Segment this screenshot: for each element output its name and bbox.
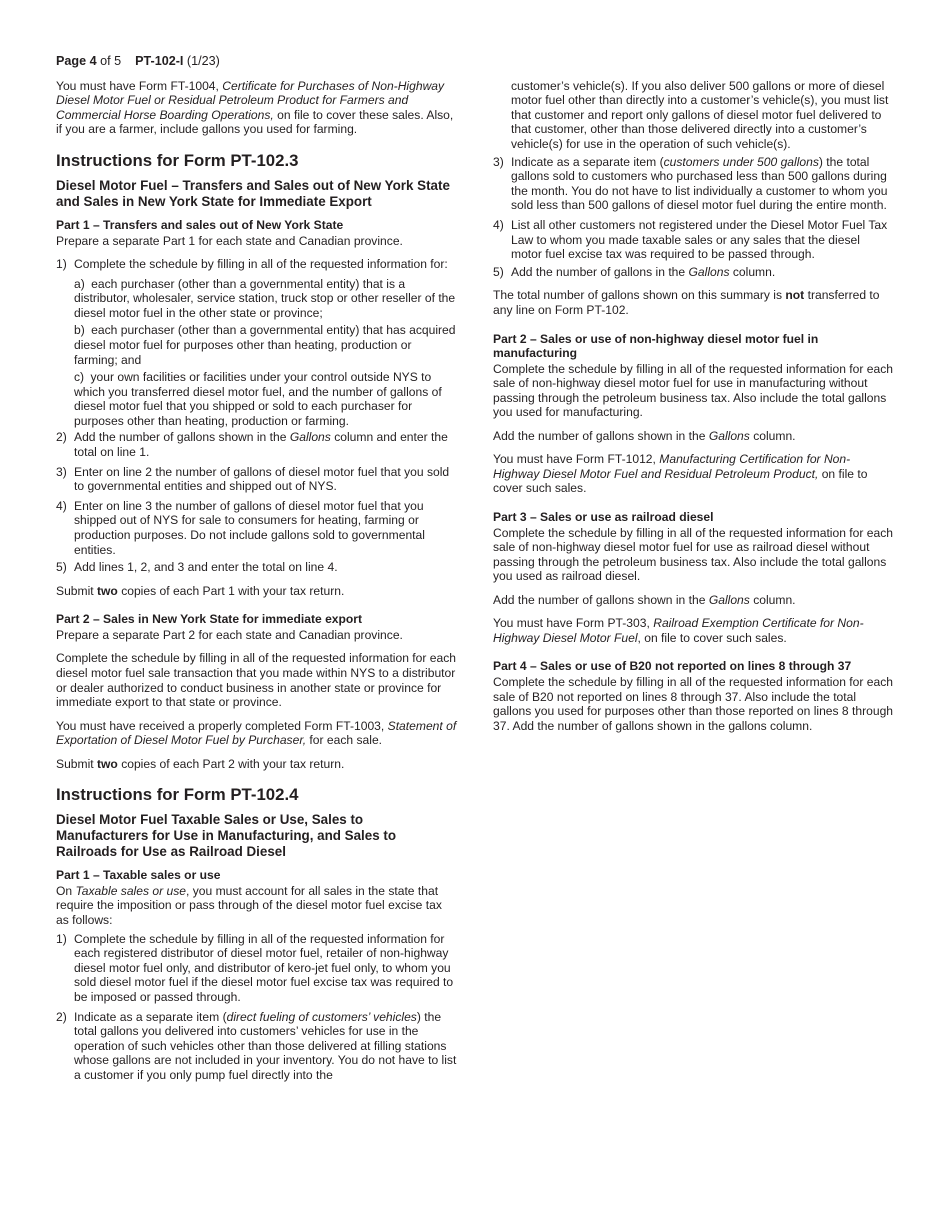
two-column-body bbox=[56, 79, 894, 1086]
list-item: 3) Indicate as a separate item (customers under 500 gallons) the total gallons sold to customers who purchased less than 500 gallons during the month. You do not have to list individually a customer to whom you sold less than 500 gallons of diesel motor fuel during the entire month. bbox=[493, 154, 888, 213]
part4-heading: Part 4 – Sales or use of B20 not reported on lines 8 through 37 bbox=[493, 659, 852, 674]
left-column bbox=[56, 79, 457, 1086]
part2-heading: Part 2 – Sales or use of non-highway diesel motor fuel in manufacturing bbox=[493, 331, 819, 361]
part2-paragraph: You must have Form FT-1012, Manufacturing Certification for Non-Highway Diesel Motor Fuel and Residual Petroleum Product, on file to cover such sales. bbox=[493, 452, 868, 496]
list-item: 5) Add the number of gallons in the Gallons column. bbox=[493, 264, 776, 279]
submit-note: Submit two copies of each Part 2 with your tax return. bbox=[56, 756, 345, 771]
part2-paragraph: Complete the schedule by filling in all of the requested information for each diesel motor fuel sale transaction that you made within NYS to a distributor or dealer authorized to conduct business in another state or province for immediate export to that state or province. bbox=[56, 651, 456, 710]
part1-heading: Part 1 – Taxable sales or use bbox=[56, 868, 221, 883]
list-item: 3) Enter on line 2 the number of gallons of diesel motor fuel that you sold to governmental entities and shipped out of NYS. bbox=[56, 464, 450, 494]
list-item: 2) Indicate as a separate item (direct fueling of customers’ vehicles) the total gallons you delivered into customers’ vehicles for use in the operation of such vehicles other than those delivered at filling stations whose gallons are not included in your inventory. You do not have to list a customer if you only pump fuel directly into the bbox=[56, 1009, 457, 1082]
form-id: PT-102-I bbox=[135, 54, 184, 68]
part1-heading: Part 1 – Transfers and sales out of New York State bbox=[56, 217, 344, 232]
section-subtitle-pt-102-4: Diesel Motor Fuel Taxable Sales or Use, Sales to Manufacturers for Use in Manufacturing, and Sales to Railroads for Use as Railroad Diesel bbox=[56, 812, 397, 860]
part3-paragraph: Complete the schedule by filling in all of the requested information for each sale of non-highway diesel motor fuel for use as railroad diesel without passing through the petroleum business tax. Also include the total gallons you used as railroad diesel. bbox=[493, 525, 893, 584]
list-item: 4) Enter on line 3 the number of gallons of diesel motor fuel that you shipped out of NYS for sale to consumers for heating, farming or production purposes. Do not include gallons sold to governmental entities. bbox=[56, 498, 425, 557]
sub-item: c) your own facilities or facilities under your control outside NYS to which you transferred diesel motor fuel, and the number of gallons of diesel motor fuel that you shipped or sold to each purchaser for purposes other than heating, production or farming. bbox=[74, 370, 442, 428]
list-item: 4) List all other customers not registered under the Diesel Motor Fuel Tax Law to whom you made taxable sales or any sales that the diesel motor fuel excise tax was required to be passed through. bbox=[493, 217, 888, 262]
part2-paragraph: Add the number of gallons shown in the Gallons column. bbox=[493, 428, 796, 443]
section-title-pt-102-4: Instructions for Form PT-102.4 bbox=[56, 785, 299, 805]
submit-note: Submit two copies of each Part 1 with your tax return. bbox=[56, 583, 345, 598]
part2-intro: Prepare a separate Part 2 for each state and Canadian province. bbox=[56, 628, 403, 643]
list-item: 2) Add the number of gallons shown in the Gallons column and enter the total on line 1. bbox=[56, 430, 448, 460]
part1-intro: Prepare a separate Part 1 for each state and Canadian province. bbox=[56, 233, 403, 248]
page-total: of 5 bbox=[100, 54, 122, 68]
sub-item: b) each purchaser (other than a governmental entity) that has acquired diesel motor fuel for purposes other than heating, production or farming; and bbox=[74, 323, 456, 367]
page-header bbox=[56, 54, 894, 69]
list-item: 1) Complete the schedule by filling in all of the requested information for each registered distributor of diesel motor fuel, retailer of non-highway diesel motor fuel only, and distributor of kero-jet fuel only, to whom you sold diesel motor fuel if the diesel motor fuel excise tax was required to be imposed or passed through. bbox=[56, 931, 454, 1004]
page-number: Page 4 bbox=[56, 54, 97, 68]
list-item: 1) Complete the schedule by filling in all of the requested information for: bbox=[56, 256, 448, 271]
summary-note: The total number of gallons shown on this summary is not transferred to any line on Form PT-102. bbox=[493, 288, 880, 317]
part3-paragraph: Add the number of gallons shown in the Gallons column. bbox=[493, 592, 796, 607]
intro-paragraph: You must have Form FT-1004, Certificate for Purchases of Non-Highway Diesel Motor Fuel or Residual Petroleum Product for Farmers and Commercial Horse Boarding Operations, on file to cover these sales. Also, if you are a farmer, include gallons you used for farming. bbox=[56, 78, 454, 137]
section-title-pt-102-3: Instructions for Form PT-102.3 bbox=[56, 150, 299, 170]
list-item: 5) Add lines 1, 2, and 3 and enter the total on line 4. bbox=[56, 560, 338, 575]
part1-paragraph: On Taxable sales or use, you must account for all sales in the state that require the imposition or pass through of the diesel motor fuel excise tax as follows: bbox=[56, 883, 442, 927]
document-page bbox=[56, 54, 894, 1085]
part2-heading: Part 2 – Sales in New York State for immediate export bbox=[56, 612, 363, 627]
section-subtitle-pt-102-3: Diesel Motor Fuel – Transfers and Sales out of New York State and Sales in New York State for Immediate Export bbox=[56, 177, 450, 209]
list-item-continued: customer’s vehicle(s). If you also deliver 500 gallons or more of diesel motor fuel other than directly into a customer’s vehicle(s), you must list that customer and report only gallons of diesel motor fuel delivered to that customer, other than those delivered directly into a customer’s vehicle(s) for use in the operation of such vehicle(s). bbox=[511, 78, 889, 151]
sub-item: a) each purchaser (other than a governmental entity) that is a distributor, wholesaler, service station, truck stop or other reseller of the diesel motor fuel in the other state or province; bbox=[74, 276, 456, 320]
part3-heading: Part 3 – Sales or use as railroad diesel bbox=[493, 510, 714, 525]
right-column bbox=[493, 79, 894, 1086]
part2-paragraph: You must have received a properly completed Form FT-1003, Statement of Exportation of Diesel Motor Fuel by Purchaser, for each sale. bbox=[56, 718, 457, 748]
part4-paragraph: Complete the schedule by filling in all of the requested information for each sale of B20 not reported on lines 8 through 37. Also include the total gallons you used for purposes other than those reported on lines 8 through 37. Add the number of gallons shown in the gallons column. bbox=[493, 674, 894, 733]
part2-paragraph: Complete the schedule by filling in all of the requested information for each sale of non-highway diesel motor fuel for use in manufacturing without passing through the petroleum business tax. Also include the total gallons you used for manufacturing. bbox=[493, 361, 893, 420]
form-date: (1/23) bbox=[186, 54, 220, 68]
part3-paragraph: You must have Form PT-303, Railroad Exemption Certificate for Non-Highway Diesel Motor Fuel, on file to cover such sales. bbox=[493, 616, 864, 645]
